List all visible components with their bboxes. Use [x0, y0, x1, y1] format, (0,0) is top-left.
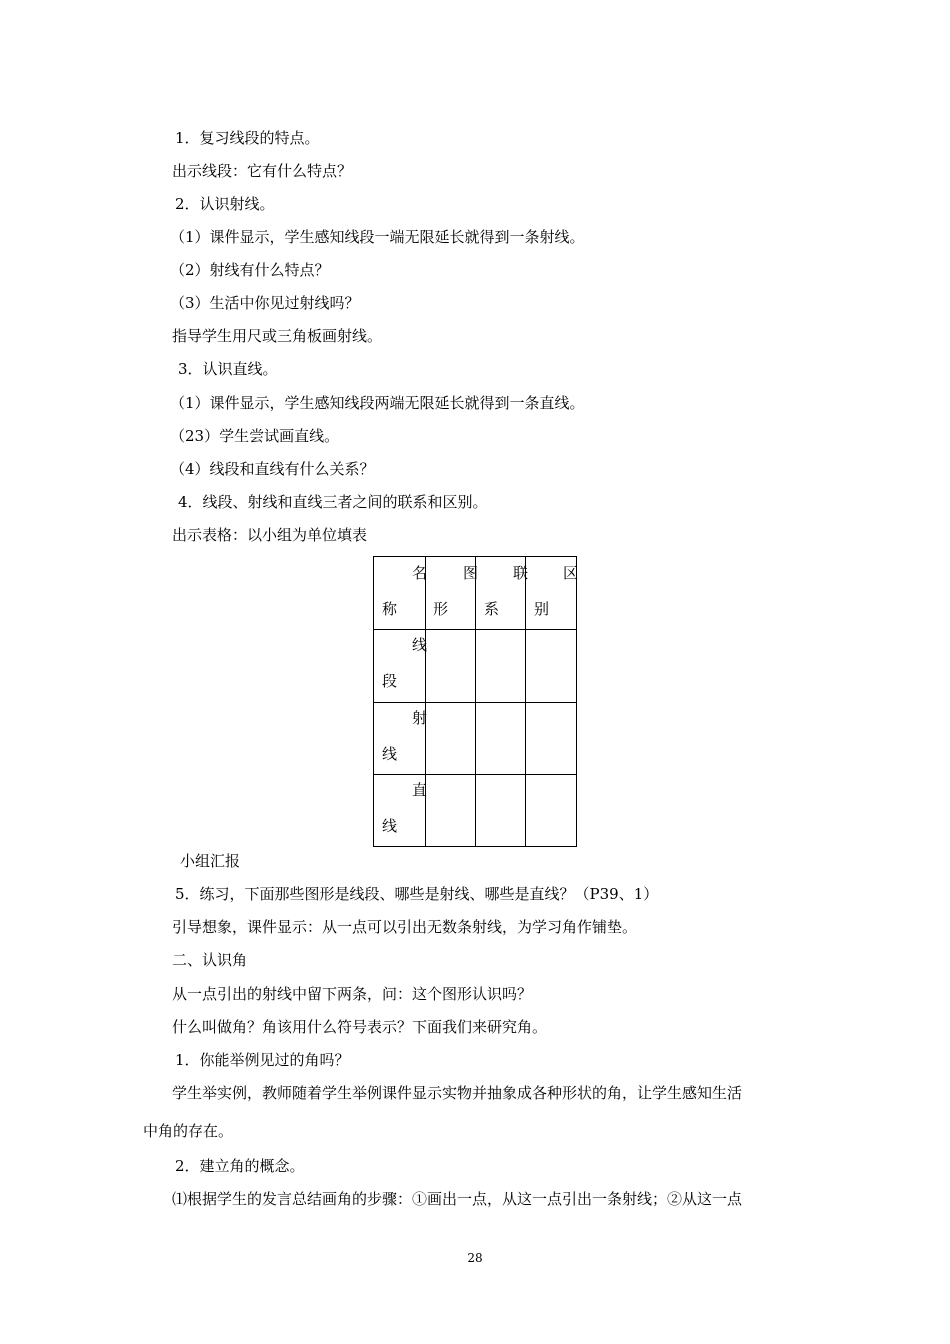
text-line: 从一点引出的射线中留下两条，问：这个图形认识吗？: [172, 985, 533, 1003]
table-row-divider: [374, 629, 576, 630]
text-line: 小组汇报: [180, 852, 241, 870]
text-line: 2．认识射线。: [175, 195, 275, 213]
text-line: （23）学生尝试画直线。: [170, 427, 340, 445]
text-line: 指导学生用尺或三角板画射线。: [172, 327, 383, 345]
row-label-bottom: 线: [382, 817, 398, 835]
header-cell-bottom: 形: [433, 600, 449, 618]
row-label-bottom: 线: [382, 745, 398, 763]
row-label-bottom: 段: [382, 672, 398, 690]
text-line: 2．建立角的概念。: [175, 1157, 305, 1175]
text-line: （1）课件显示，学生感知线段一端无限延长就得到一条射线。: [170, 228, 585, 246]
header-cell-top: 图: [463, 564, 479, 582]
page-number: 28: [467, 1251, 483, 1265]
row-label-top: 线: [412, 636, 428, 654]
text-line: 3．认识直线。: [178, 360, 278, 378]
text-line: 5．练习，下面那些图形是线段、哪些是射线、哪些是直线？（P39、1）: [175, 885, 659, 903]
text-line: 1．你能举例见过的角吗？: [175, 1051, 350, 1069]
text-line: 中角的存在。: [143, 1122, 234, 1140]
header-cell-bottom: 称: [382, 600, 398, 618]
text-line: 4．线段、射线和直线三者之间的联系和区别。: [178, 493, 488, 511]
header-cell-top: 区: [563, 564, 579, 582]
text-line: （2）射线有什么特点？: [170, 261, 330, 279]
row-label-top: 射: [412, 709, 428, 727]
text-line: 学生举实例，教师随着学生举例课件显示实物并抽象成各种形状的角，让学生感知生活: [172, 1084, 743, 1102]
header-cell-top: 名: [412, 564, 428, 582]
text-line: （1）课件显示，学生感知线段两端无限延长就得到一条直线。: [170, 394, 585, 412]
text-line: 出示线段：它有什么特点？: [172, 162, 353, 180]
text-line: （3）生活中你见过射线吗？: [170, 294, 360, 312]
text-line: 什么叫做角？角该用什么符号表示？下面我们来研究角。: [172, 1018, 548, 1036]
header-cell-bottom: 系: [484, 600, 500, 618]
text-line: 二、认识角: [172, 951, 248, 969]
text-line: （4）线段和直线有什么关系？: [170, 460, 375, 478]
table-row-divider: [374, 774, 576, 775]
text-line: ⑴根据学生的发言总结画角的步骤：①画出一点，从这一点引出一条射线；②从这一点: [172, 1190, 743, 1208]
header-cell-top: 联: [513, 564, 529, 582]
row-label-top: 直: [412, 781, 428, 799]
text-line: 引导想象，课件显示：从一点可以引出无数条射线，为学习角作铺垫。: [172, 918, 638, 936]
text-line: 出示表格：以小组为单位填表: [172, 526, 368, 544]
text-line: 1．复习线段的特点。: [175, 129, 320, 147]
table-row-divider: [374, 702, 576, 703]
comparison-table: [373, 556, 577, 847]
header-cell-bottom: 别: [534, 600, 550, 618]
